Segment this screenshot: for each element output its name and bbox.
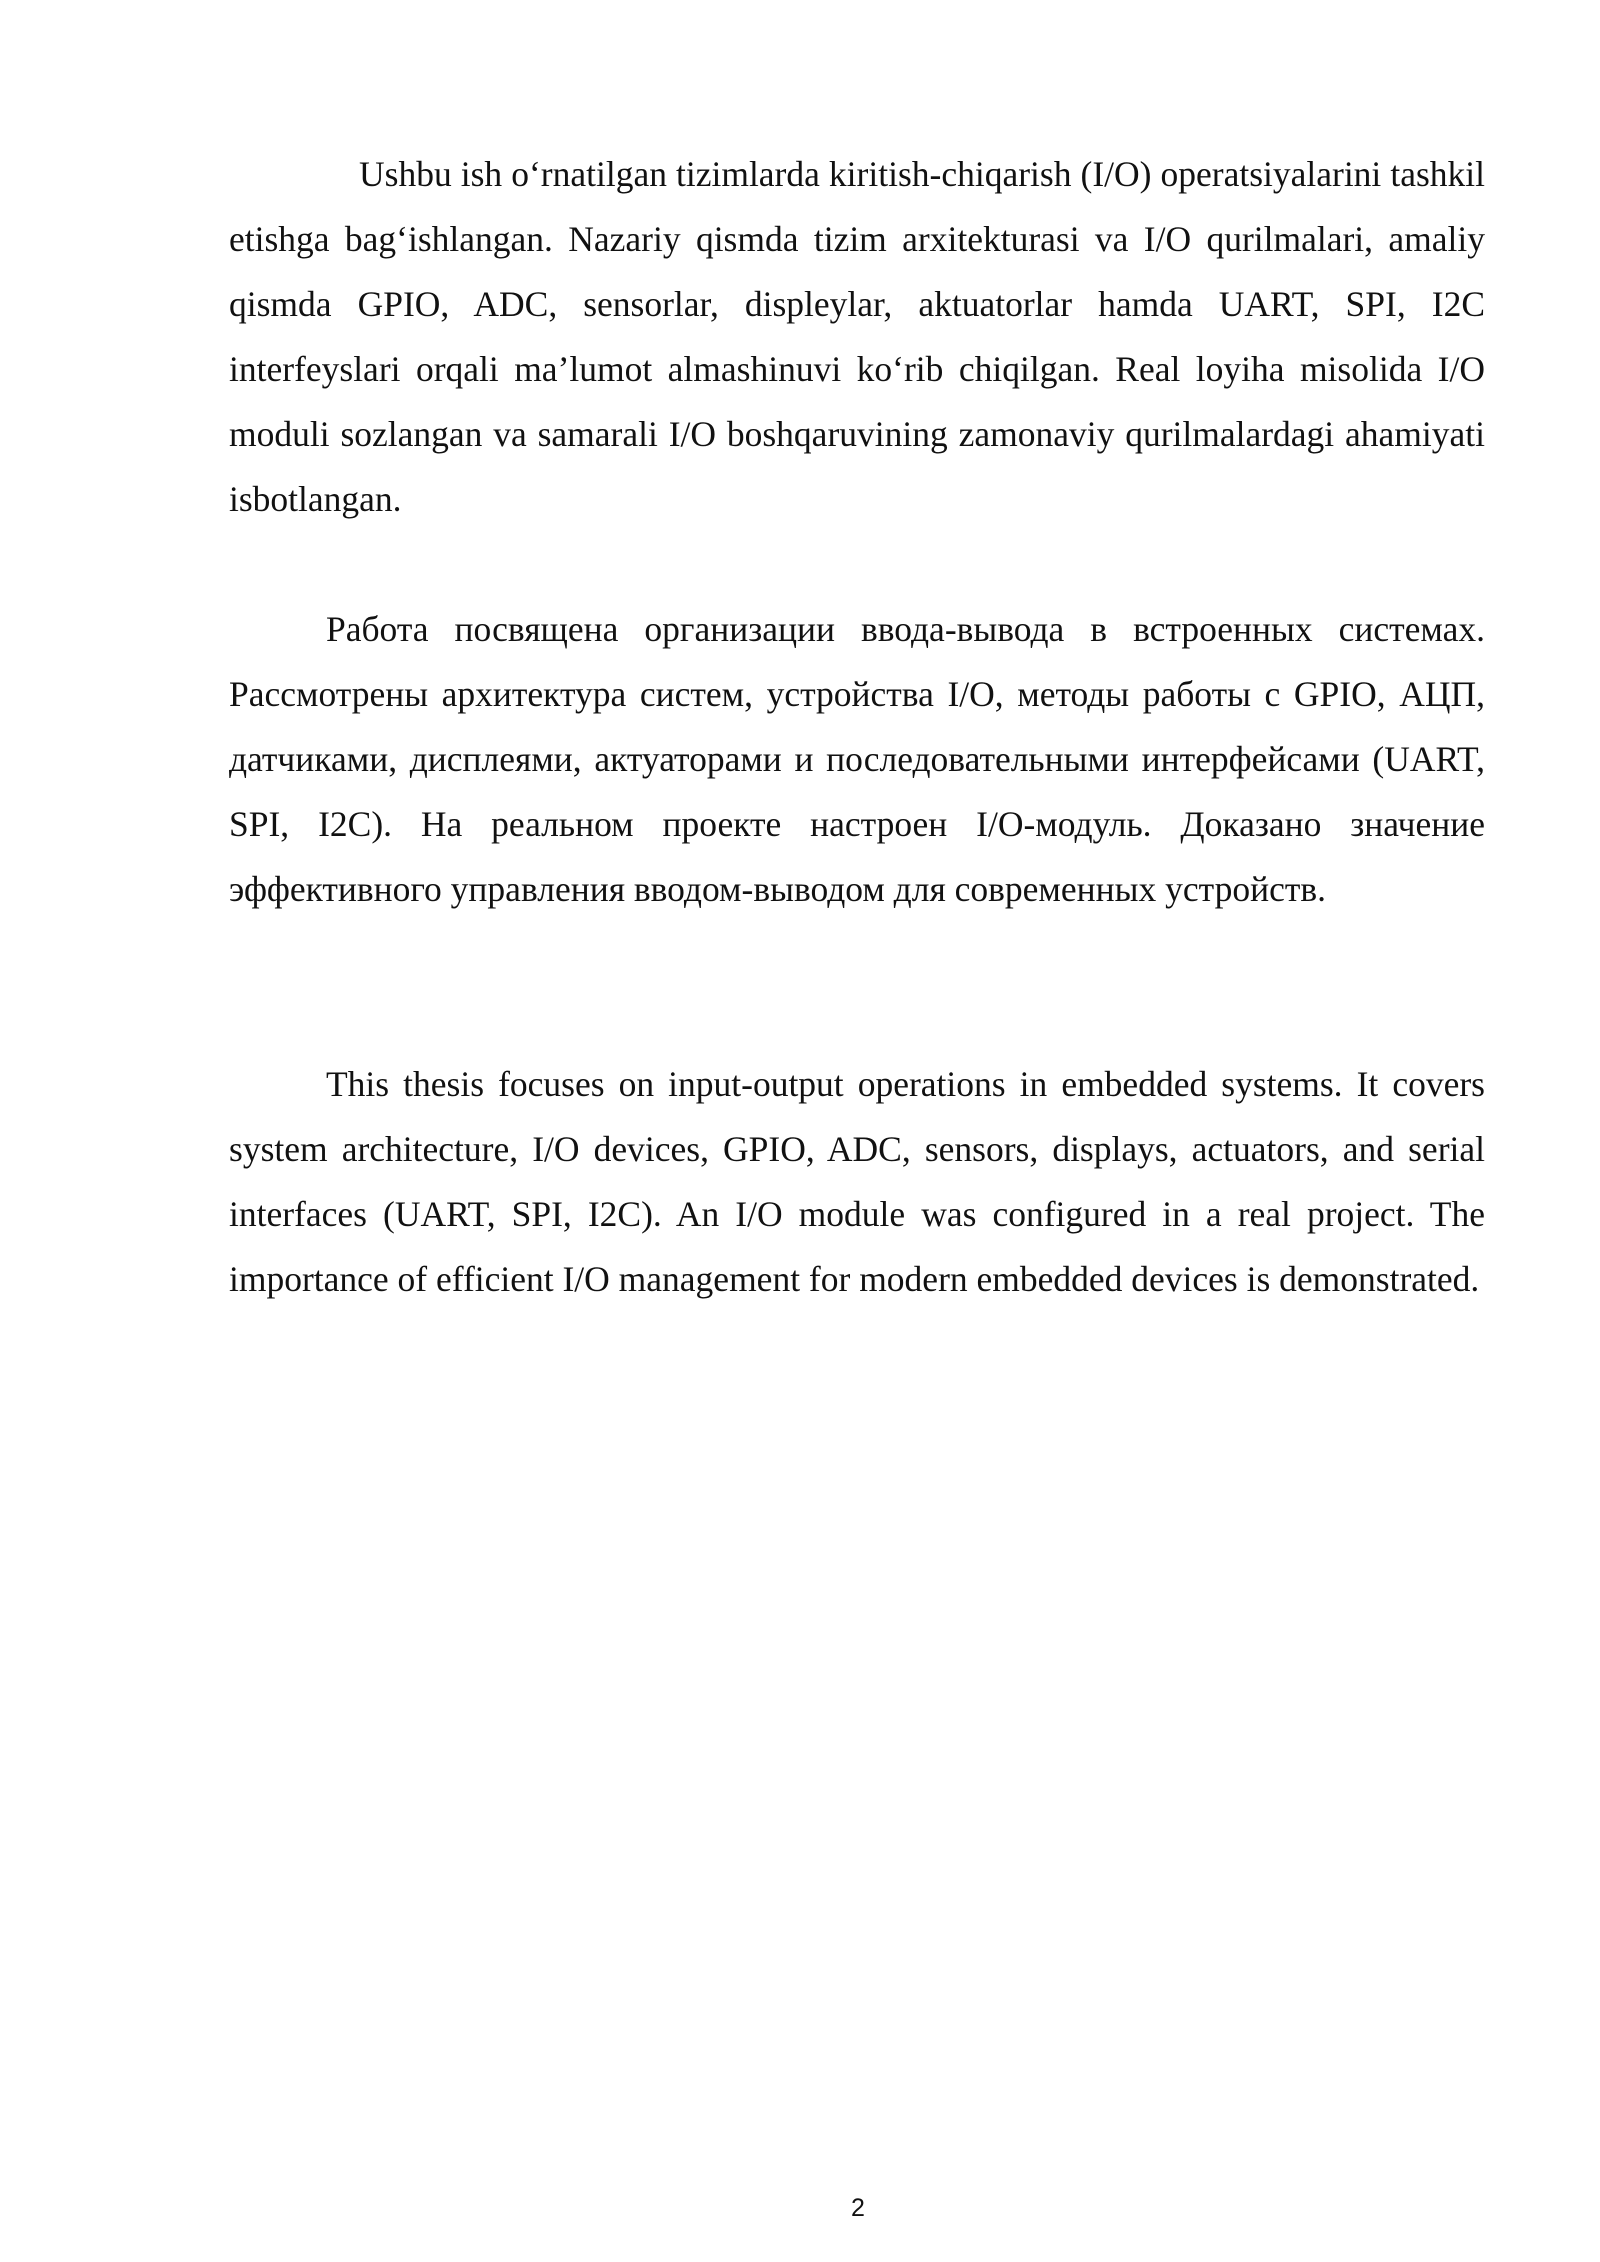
abstract-paragraph-uzbek: Ushbu ish o‘rnatilgan tizimlarda kiritish-chiqarish (I/O) operatsiyalarini tashkil etishga bag‘ishlangan. Nazariy qismda tizim arxitekturasi va I/O qurilmalari, amaliy qismda GPIO, ADC, sensorlar, displeylar, aktuatorlar hamda UART, SPI, I2C interfeyslari orqali ma’lumot almashinuvi ko‘rib chiqilgan. Real loyiha misolida I/O moduli sozlangan va samarali I/O boshqaruvining zamonaviy qurilmalardagi ahamiyati isbotlangan.: [229, 154, 1485, 519]
abstract-paragraph-russian: Работа посвящена организации ввода-вывода в встроенных системах. Рассмотрены архитектура систем, устройства I/O, методы работы с GPIO, АЦП, датчиками, дисплеями, актуаторами и последовательными интерфейсами (UART, SPI, I2C). На реальном проекте настроен I/O-модуль. Доказано значение эффективного управления вводом-выводом для современных устройств.: [229, 609, 1485, 909]
page-number: 2: [851, 2194, 865, 2222]
abstract-paragraph-english: This thesis focuses on input-output operations in embedded systems. It covers system architecture, I/O devices, GPIO, ADC, sensors, displays, actuators, and serial interfaces (UART, SPI, I2C). An I/O module was configured in a real project. The importance of efficient I/O management for modern embedded devices is demonstrated.: [229, 1064, 1485, 1299]
